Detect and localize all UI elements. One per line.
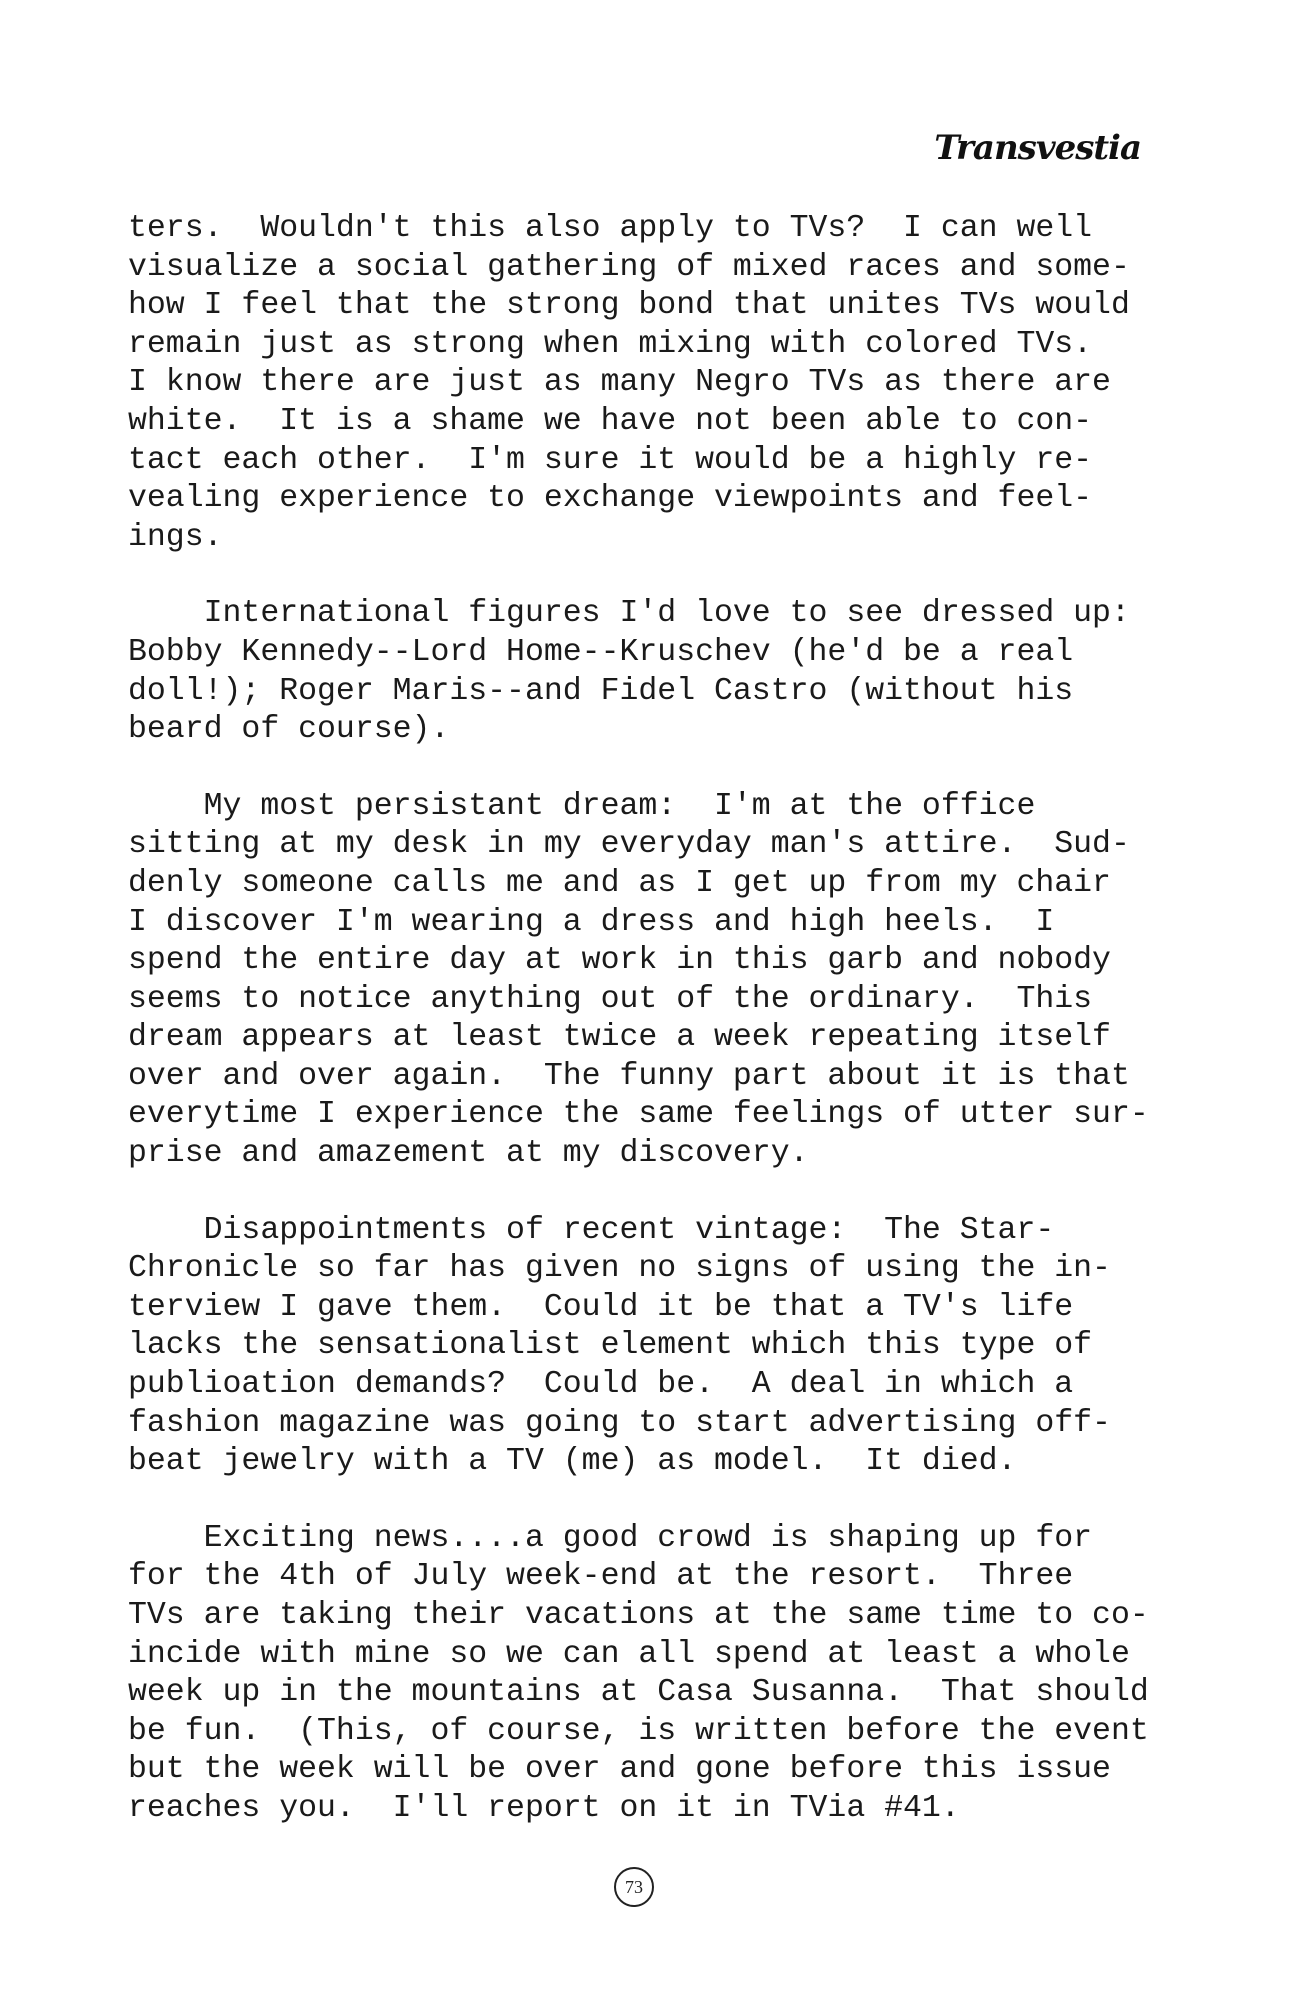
paragraph [128,788,1188,1174]
text-line: International figures I'd love to see dressed up: [128,596,1130,632]
text-line: spend the entire day at work in this garb and nobody [128,943,1111,979]
text-line: ings. [128,519,223,555]
text-line: white. It is a shame we have not been able to con- [128,403,1093,439]
text-line: visualize a social gathering of mixed races and some- [128,249,1130,285]
text-line: everytime I experience the same feelings of utter sur- [128,1097,1149,1133]
text-line: lacks the sensationalist element which this type of [128,1328,1093,1364]
text-line: doll!); Roger Maris--and Fidel Castro (without his [128,673,1074,709]
text-line: Chronicle so far has given no signs of using the in- [128,1251,1111,1287]
text-line: week up in the mountains at Casa Susanna. That should [128,1675,1149,1711]
text-line: publioation demands? Could be. A deal in which a [128,1367,1074,1403]
text-line: TVs are taking their vacations at the same time to co- [128,1598,1149,1633]
text-line: reaches you. I'll report on it in TVia #41. [128,1790,960,1826]
text-line: beard of course). [128,712,450,748]
text-line: Disappointments of recent vintage: The Star- [128,1212,1055,1248]
page-number: 73 [614,1867,654,1907]
running-title: Transvestia [934,128,1141,168]
text-line: Exciting news....a good crowd is shaping up for [128,1520,1093,1556]
text-line: beat jewelry with a TV (me) as model. It died. [128,1444,1017,1480]
paragraph [128,1212,1188,1482]
text-line: seems to notice anything out of the ordinary. This [128,981,1093,1017]
paragraph [128,210,1188,557]
text-line: denly someone calls me and as I get up from my chair [128,865,1111,901]
text-line: sitting at my desk in my everyday man's attire. Sud- [128,827,1130,863]
text-line: remain just as strong when mixing with colored TVs. [128,326,1093,362]
paragraph [128,595,1188,749]
text-line: My most persistant dream: I'm at the office [128,788,1036,824]
text-line: terview I gave them. Could it be that a TV's life [128,1289,1074,1325]
text-line: ters. Wouldn't this also apply to TVs? I can well [128,211,1093,246]
text-line: I discover I'm wearing a dress and high heels. I [128,904,1055,940]
text-line: incide with mine so we can all spend at least a whole [128,1636,1130,1672]
text-line: Bobby Kennedy--Lord Home--Kruschev (he'd be a real [128,634,1074,670]
text-line: fashion magazine was going to start advertising off- [128,1405,1111,1441]
text-line: dream appears at least twice a week repeating itself [128,1020,1111,1056]
paragraph [128,1520,1188,1829]
text-line: for the 4th of July week-end at the resort. Three [128,1559,1074,1595]
text-line: be fun. (This, of course, is written before the event [128,1713,1149,1749]
text-line: I know there are just as many Negro TVs as there are [128,365,1111,401]
text-line: over and over again. The funny part about it is that [128,1058,1130,1094]
article-body [128,210,1188,1867]
text-line: vealing experience to exchange viewpoints and feel- [128,481,1093,517]
text-line: how I feel that the strong bond that unites TVs would [128,288,1130,324]
text-line: tact each other. I'm sure it would be a highly re- [128,442,1093,478]
text-line: but the week will be over and gone before this issue [128,1752,1111,1788]
text-line: prise and amazement at my discovery. [128,1136,809,1172]
